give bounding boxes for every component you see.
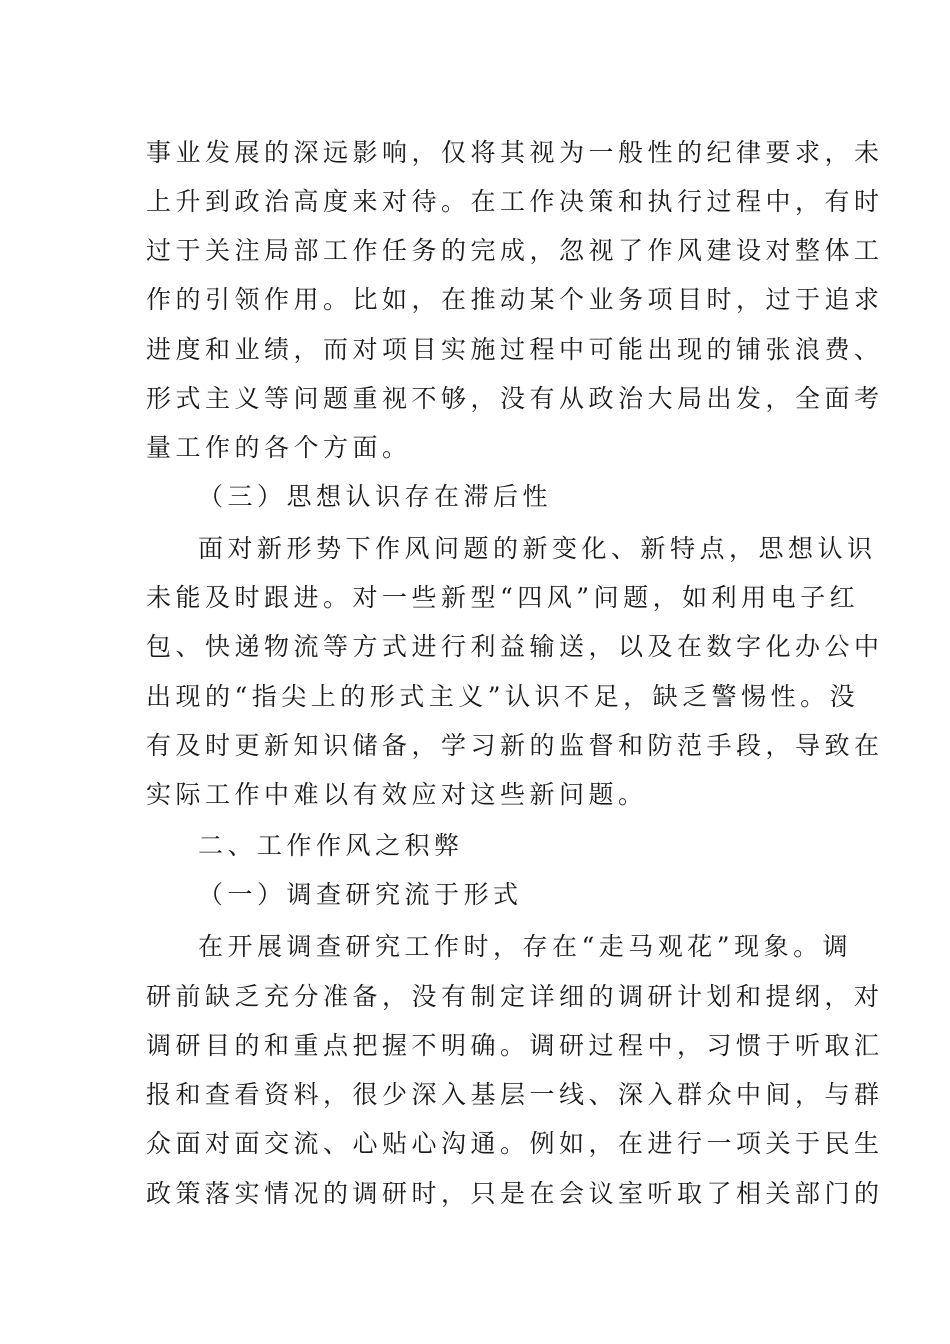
body-text-line: 量工作的各个方面。 bbox=[146, 433, 412, 462]
section-heading: （三）思想认识存在滞后性 bbox=[198, 482, 553, 511]
paragraph-first-line: 在开展调查研究工作时，存在“走马观花”现象。调 bbox=[198, 932, 853, 961]
body-text-line: 事业发展的深远影响，仅将其视为一般性的纪律要求，未 bbox=[146, 138, 884, 167]
chapter-heading: 二、工作作风之积弊 bbox=[198, 831, 464, 860]
body-text-line: 包、快递物流等方式进行利益输送，以及在数字化办公中 bbox=[146, 632, 884, 661]
body-text-line: 作的引领作用。比如，在推动某个业务项目时，过于追求 bbox=[146, 285, 884, 314]
body-text-line: 上升到政治高度来对待。在工作决策和执行过程中，有时 bbox=[146, 187, 884, 216]
body-text-line: 研前缺乏充分准备，没有制定详细的调研计划和提纲，对 bbox=[146, 982, 884, 1011]
body-text-line: 进度和业绩，而对项目实施过程中可能出现的铺张浪费、 bbox=[146, 335, 884, 364]
body-text-line: 过于关注局部工作任务的完成，忽视了作风建设对整体工 bbox=[146, 236, 884, 265]
body-text-line: 形式主义等问题重视不够，没有从政治大局出发，全面考 bbox=[146, 384, 884, 413]
body-text-line: 政策落实情况的调研时，只是在会议室听取了相关部门的 bbox=[146, 1179, 884, 1208]
body-text-line: 实际工作中难以有效应对这些新问题。 bbox=[146, 780, 648, 809]
paragraph-first-line: 面对新形势下作风问题的新变化、新特点，思想认识 bbox=[198, 534, 877, 563]
body-text-line: 有及时更新知识储备，学习新的监督和防范手段，导致在 bbox=[146, 731, 884, 760]
section-heading: （一）调查研究流于形式 bbox=[198, 880, 523, 909]
body-text-line: 众面对面交流、心贴心沟通。例如，在进行一项关于民生 bbox=[146, 1129, 884, 1158]
body-text-line: 出现的“指尖上的形式主义”认识不足，缺乏警惕性。没 bbox=[146, 682, 860, 711]
body-text-line: 未能及时跟进。对一些新型“四风”问题，如利用电子红 bbox=[146, 583, 860, 612]
body-text-line: 调研目的和重点把握不明确。调研过程中，习惯于听取汇 bbox=[146, 1031, 884, 1060]
body-text-line: 报和查看资料，很少深入基层一线、深入群众中间，与群 bbox=[146, 1080, 884, 1109]
